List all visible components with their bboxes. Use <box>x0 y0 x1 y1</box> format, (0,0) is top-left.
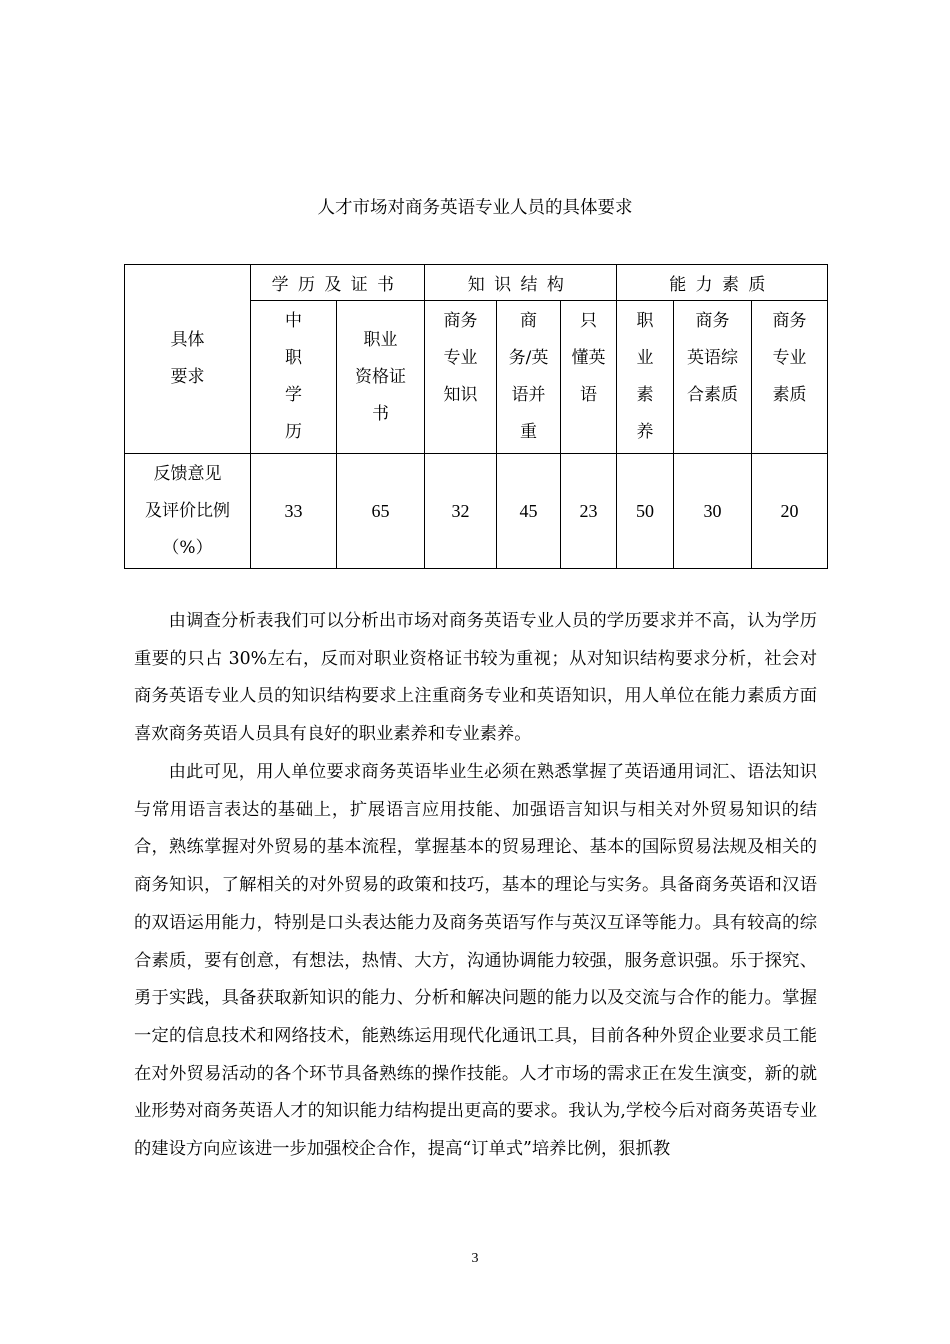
subheader-label: 中 职 学 历 <box>285 311 302 442</box>
value-cell: 33 <box>251 454 337 569</box>
subheader-cell <box>425 301 497 454</box>
requirements-table <box>124 264 828 569</box>
row-header-cell <box>125 265 251 454</box>
value-cell: 20 <box>752 454 828 569</box>
subheader-cell <box>617 301 674 454</box>
table-title: 人才市场对商务英语专业人员的具体要求 <box>317 198 633 218</box>
group-header-ability <box>617 265 828 301</box>
subheader-cell <box>251 301 337 454</box>
group-label: 知识结构 <box>467 275 574 295</box>
subheader-cell <box>561 301 617 454</box>
subheader-cell <box>674 301 752 454</box>
subheader-label: 商务 专业 知识 <box>443 311 478 405</box>
page-number: 3 <box>471 1251 479 1266</box>
value-cell: 50 <box>617 454 674 569</box>
data-row-label: 反馈意见 及评价比例 （%） <box>145 463 230 558</box>
group-label: 能力素质 <box>669 275 775 295</box>
subheader-label: 职业 资格证 书 <box>355 329 406 424</box>
value-cell: 65 <box>337 454 425 569</box>
subheader-label: 商务 专业 素质 <box>772 311 807 405</box>
subheader-label: 只 懂英 语 <box>571 311 606 405</box>
subheader-label: 商 务/英 语并 重 <box>508 311 549 442</box>
group-header-knowledge <box>425 265 617 301</box>
subheader-label: 职 业 素 养 <box>636 311 654 442</box>
body-paragraph: 由此可见，用人单位要求商务英语毕业生必须在熟悉掌握了英语通用词汇、语法知识与常用语言表达的基础上，扩展语言应用技能、加强语言知识与相关对外贸易知识的结合，熟练掌握对外贸易的基本流程，掌握基本的贸易理论、基本的国际贸易法规及相关的商务知识，了解相关的对外贸易的政策和技巧，基本的理论与实务。具备商务英语和汉语的双语运用能力，特别是口头表达能力及商务英语写作与英汉互译等能力。具有较高的综合素质，要有创意，有想法，热情、大方，沟通协调能力较强，服务意识强。乐于探究、勇于实践，具备获取新知识的能力、分析和解决问题的能力以及交流与合作的能力。掌握一定的信息技术和网络技术，能熟练运用现代化通讯工具，目前各种外贸企业要求员工能在对外贸易活动的各个环节具备熟练的操作技能。人才市场的需求正在发生演变，新的就业形势对商务英语人才的知识能力结构提出更高的要求。我认为,学校今后对商务英语专业的建设方向应该进一步加强校企合作，提高“订单式”培养比例，狠抓教 <box>134 762 817 1160</box>
data-row-label-cell <box>125 454 251 569</box>
body-paragraph: 由调查分析表我们可以分析出市场对商务英语专业人员的学历要求并不高，认为学历重要的只占 30%左右，反而对职业资格证书较为重视；从对知识结构要求分析，社会对商务英语专业人员的知识结构要求上注重商务专业和英语知识，用人单位在能力素质方面喜欢商务英语人员具有良好的职业素养和专业素养。 <box>134 611 817 745</box>
value-cell: 23 <box>561 454 617 569</box>
value-cell: 32 <box>425 454 497 569</box>
subheader-cell <box>752 301 828 454</box>
value-cell: 30 <box>674 454 752 569</box>
subheader-cell <box>497 301 561 454</box>
group-header-education <box>251 265 425 301</box>
value-cell: 45 <box>497 454 561 569</box>
subheader-cell <box>337 301 425 454</box>
subheader-label: 商务 英语综 合素质 <box>687 311 738 405</box>
row-header-label: 具体 要求 <box>170 330 205 387</box>
group-label: 学历及证书 <box>271 275 404 295</box>
